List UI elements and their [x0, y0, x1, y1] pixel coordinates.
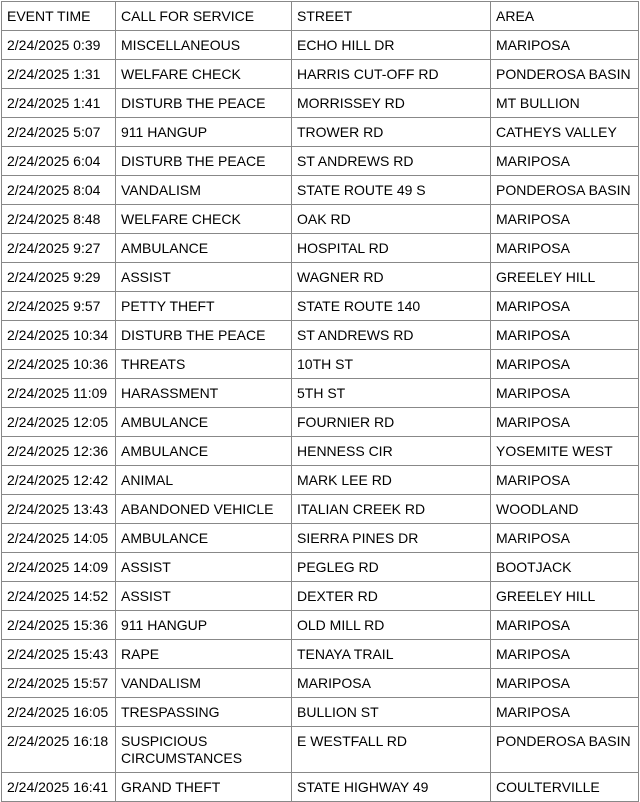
table-row — [2, 727, 639, 773]
call-for-service-cell: RAPE — [116, 640, 292, 669]
event-time-cell: 2/24/2025 15:36 — [2, 611, 116, 640]
street-cell: MARIPOSA — [292, 669, 491, 698]
call-for-service-cell: DISTURB THE PEACE — [116, 321, 292, 350]
event-time-cell: 2/24/2025 14:52 — [2, 582, 116, 611]
call-for-service-cell: 911 HANGUP — [116, 611, 292, 640]
call-for-service-cell: AMBULANCE — [116, 234, 292, 263]
street-cell: STATE HIGHWAY 49 — [292, 773, 491, 802]
area-cell: MARIPOSA — [491, 379, 639, 408]
area-cell: PONDEROSA BASIN — [491, 727, 639, 773]
table-row — [2, 408, 639, 437]
area-cell: MARIPOSA — [491, 31, 639, 60]
table-row — [2, 118, 639, 147]
area-cell: MARIPOSA — [491, 466, 639, 495]
event-time-cell: 2/24/2025 1:41 — [2, 89, 116, 118]
table-row — [2, 321, 639, 350]
call-for-service-cell: SUSPICIOUS CIRCUMSTANCES — [116, 727, 292, 773]
header-street: STREET — [292, 2, 491, 31]
street-cell: DEXTER RD — [292, 582, 491, 611]
call-for-service-cell: AMBULANCE — [116, 524, 292, 553]
table-row — [2, 292, 639, 321]
table-row — [2, 437, 639, 466]
table-row — [2, 379, 639, 408]
call-log-table — [1, 1, 639, 802]
area-cell: GREELEY HILL — [491, 263, 639, 292]
event-time-cell: 2/24/2025 16:41 — [2, 773, 116, 802]
table-row — [2, 698, 639, 727]
street-cell: MARK LEE RD — [292, 466, 491, 495]
street-cell: STATE ROUTE 49 S — [292, 176, 491, 205]
event-time-cell: 2/24/2025 11:09 — [2, 379, 116, 408]
header-row — [2, 2, 639, 31]
table-row — [2, 582, 639, 611]
call-for-service-cell: VANDALISM — [116, 176, 292, 205]
area-cell: PONDEROSA BASIN — [491, 60, 639, 89]
area-cell: MARIPOSA — [491, 350, 639, 379]
area-cell: MARIPOSA — [491, 611, 639, 640]
area-cell: MARIPOSA — [491, 234, 639, 263]
event-time-cell: 2/24/2025 6:04 — [2, 147, 116, 176]
table-row — [2, 640, 639, 669]
street-cell: PEGLEG RD — [292, 553, 491, 582]
call-for-service-cell: AMBULANCE — [116, 437, 292, 466]
header-area: AREA — [491, 2, 639, 31]
call-for-service-cell: HARASSMENT — [116, 379, 292, 408]
header-event-time: EVENT TIME — [2, 2, 116, 31]
street-cell: OLD MILL RD — [292, 611, 491, 640]
table-row — [2, 176, 639, 205]
table-row — [2, 234, 639, 263]
area-cell: PONDEROSA BASIN — [491, 176, 639, 205]
event-time-cell: 2/24/2025 10:36 — [2, 350, 116, 379]
street-cell: ITALIAN CREEK RD — [292, 495, 491, 524]
area-cell: MARIPOSA — [491, 698, 639, 727]
call-for-service-cell: THREATS — [116, 350, 292, 379]
event-time-cell: 2/24/2025 8:48 — [2, 205, 116, 234]
street-cell: ECHO HILL DR — [292, 31, 491, 60]
street-cell: OAK RD — [292, 205, 491, 234]
area-cell: MARIPOSA — [491, 640, 639, 669]
event-time-cell: 2/24/2025 15:57 — [2, 669, 116, 698]
table-row — [2, 31, 639, 60]
street-cell: HARRIS CUT-OFF RD — [292, 60, 491, 89]
call-for-service-cell: DISTURB THE PEACE — [116, 89, 292, 118]
table-body — [2, 31, 639, 802]
event-time-cell: 2/24/2025 14:09 — [2, 553, 116, 582]
area-cell: MARIPOSA — [491, 147, 639, 176]
table-row — [2, 611, 639, 640]
table-row — [2, 89, 639, 118]
call-for-service-cell: ASSIST — [116, 553, 292, 582]
call-for-service-cell: DISTURB THE PEACE — [116, 147, 292, 176]
event-time-cell: 2/24/2025 12:36 — [2, 437, 116, 466]
area-cell: COULTERVILLE — [491, 773, 639, 802]
table-row — [2, 147, 639, 176]
table-row — [2, 669, 639, 698]
event-time-cell: 2/24/2025 12:05 — [2, 408, 116, 437]
area-cell: GREELEY HILL — [491, 582, 639, 611]
table-row — [2, 263, 639, 292]
street-cell: E WESTFALL RD — [292, 727, 491, 773]
area-cell: MT BULLION — [491, 89, 639, 118]
area-cell: MARIPOSA — [491, 205, 639, 234]
call-for-service-cell: WELFARE CHECK — [116, 205, 292, 234]
event-time-cell: 2/24/2025 10:34 — [2, 321, 116, 350]
call-for-service-cell: AMBULANCE — [116, 408, 292, 437]
call-for-service-cell: GRAND THEFT — [116, 773, 292, 802]
event-time-cell: 2/24/2025 14:05 — [2, 524, 116, 553]
call-for-service-cell: PETTY THEFT — [116, 292, 292, 321]
event-time-cell: 2/24/2025 1:31 — [2, 60, 116, 89]
table-row — [2, 773, 639, 802]
table-row — [2, 524, 639, 553]
table-row — [2, 466, 639, 495]
call-for-service-cell: 911 HANGUP — [116, 118, 292, 147]
call-for-service-cell: MISCELLANEOUS — [116, 31, 292, 60]
event-time-cell: 2/24/2025 9:27 — [2, 234, 116, 263]
area-cell: YOSEMITE WEST — [491, 437, 639, 466]
area-cell: WOODLAND — [491, 495, 639, 524]
street-cell: STATE ROUTE 140 — [292, 292, 491, 321]
call-for-service-cell: WELFARE CHECK — [116, 60, 292, 89]
area-cell: MARIPOSA — [491, 408, 639, 437]
call-for-service-cell: ANIMAL — [116, 466, 292, 495]
street-cell: TENAYA TRAIL — [292, 640, 491, 669]
street-cell: HOSPITAL RD — [292, 234, 491, 263]
header-call-for-service: CALL FOR SERVICE — [116, 2, 292, 31]
table-row — [2, 350, 639, 379]
street-cell: TROWER RD — [292, 118, 491, 147]
area-cell: MARIPOSA — [491, 669, 639, 698]
table-row — [2, 205, 639, 234]
event-time-cell: 2/24/2025 15:43 — [2, 640, 116, 669]
area-cell: MARIPOSA — [491, 524, 639, 553]
event-time-cell: 2/24/2025 16:18 — [2, 727, 116, 773]
event-time-cell: 2/24/2025 16:05 — [2, 698, 116, 727]
call-for-service-cell: VANDALISM — [116, 669, 292, 698]
event-time-cell: 2/24/2025 5:07 — [2, 118, 116, 147]
event-time-cell: 2/24/2025 0:39 — [2, 31, 116, 60]
street-cell: WAGNER RD — [292, 263, 491, 292]
area-cell: MARIPOSA — [491, 292, 639, 321]
event-time-cell: 2/24/2025 12:42 — [2, 466, 116, 495]
area-cell: MARIPOSA — [491, 321, 639, 350]
street-cell: ST ANDREWS RD — [292, 147, 491, 176]
table-row — [2, 553, 639, 582]
table-row — [2, 495, 639, 524]
area-cell: BOOTJACK — [491, 553, 639, 582]
call-for-service-cell: ASSIST — [116, 582, 292, 611]
street-cell: ST ANDREWS RD — [292, 321, 491, 350]
table-row — [2, 60, 639, 89]
street-cell: MORRISSEY RD — [292, 89, 491, 118]
area-cell: CATHEYS VALLEY — [491, 118, 639, 147]
event-time-cell: 2/24/2025 9:29 — [2, 263, 116, 292]
event-time-cell: 2/24/2025 9:57 — [2, 292, 116, 321]
street-cell: HENNESS CIR — [292, 437, 491, 466]
street-cell: SIERRA PINES DR — [292, 524, 491, 553]
event-time-cell: 2/24/2025 13:43 — [2, 495, 116, 524]
call-for-service-cell: ABANDONED VEHICLE — [116, 495, 292, 524]
street-cell: 10TH ST — [292, 350, 491, 379]
event-time-cell: 2/24/2025 8:04 — [2, 176, 116, 205]
street-cell: 5TH ST — [292, 379, 491, 408]
call-for-service-cell: TRESPASSING — [116, 698, 292, 727]
street-cell: BULLION ST — [292, 698, 491, 727]
call-for-service-cell: ASSIST — [116, 263, 292, 292]
street-cell: FOURNIER RD — [292, 408, 491, 437]
